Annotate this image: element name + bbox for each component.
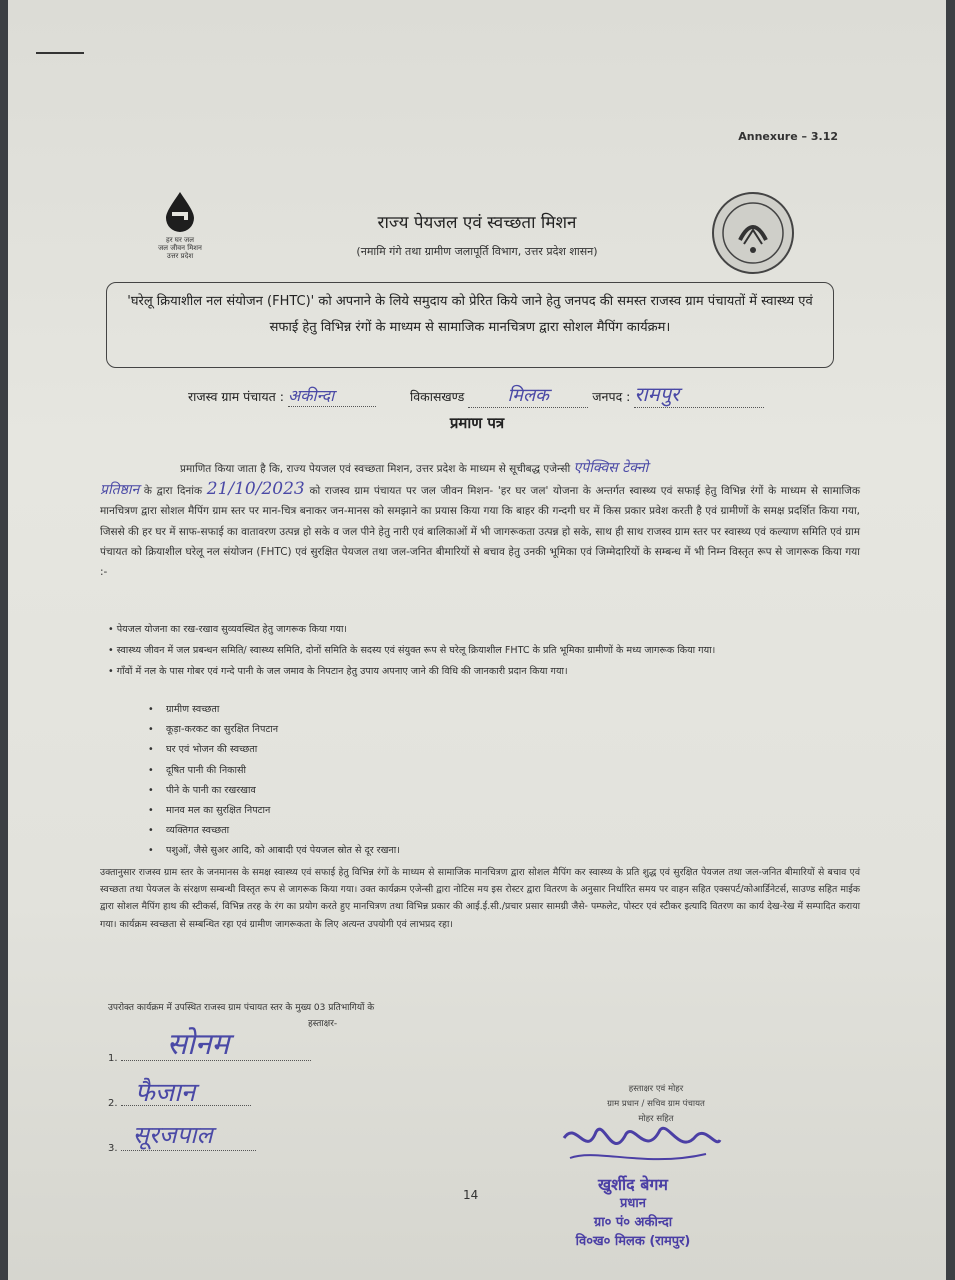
sub-item: • घर एवं भोजन की स्वच्छता (148, 740, 400, 760)
signature-1: सोनम (166, 1027, 230, 1062)
document-page (8, 0, 946, 1280)
caption-line: हस्ताक्षर एवं मोहर (628, 1084, 684, 1094)
gp-label: राजस्व ग्राम पंचायत : (188, 389, 284, 404)
sub-item: • पशुओं, जैसे सुअर आदि, को आबादी एवं पेयजल स्रोत से दूर रखना। (148, 841, 400, 861)
attendees-intro: उपरोक्त कार्यक्रम में उपस्थित राजस्व ग्राम पंचायत स्तर के मुख्य 03 प्रतिभागियों के (108, 1003, 375, 1013)
signature-line-3: 3. सूरजपाल (108, 1130, 256, 1154)
bullet-item: • पेयजल योजना का रख-रखाव सुव्यवस्थित हेतु जागरूक किया गया। (108, 624, 348, 635)
mission-subtitle: (नमामि गंगे तथा ग्रामीण जलापूर्ति विभाग, उत्तर प्रदेश शासन) (356, 245, 598, 258)
sub-item: • व्यक्तिगत स्वच्छता (148, 821, 400, 841)
certificate-title: प्रमाण पत्र (449, 414, 505, 432)
signature-line-2: 2. फैजान (108, 1085, 251, 1109)
sub-list (148, 700, 400, 862)
body-text-2: के द्वारा दिनांक (143, 485, 203, 498)
page-number: 14 (463, 1188, 479, 1202)
bullet-item: • स्वास्थ्य जीवन में जल प्रबन्धन समिति/ स्वास्थ्य समिति, दोनों समिति के सदस्य एवं संयुक्त रूप से घरेलू क्रियाशील FHTC के प्रति भूमिका ग्रामीणों के मध्य जागरूक किया गया। (108, 645, 716, 656)
certificate-body (100, 458, 860, 582)
block-label: विकासखण्ड (409, 389, 465, 404)
caption-line: मोहर सहित (638, 1114, 674, 1124)
body-text-1: प्रमाणित किया जाता है कि, राज्य पेयजल एवं स्वच्छता मिशन, उत्तर प्रदेश के माध्यम से सूचीबद्ध एजेन्सी (180, 463, 571, 475)
district-value: रामपुर (634, 380, 764, 408)
pradhan-signature-scribble (556, 1118, 726, 1182)
block-value: मिलक (468, 383, 588, 408)
agency-name: एपेक्विस टेक्नो (573, 460, 649, 476)
emblem-icon (714, 194, 792, 272)
up-government-emblem (712, 192, 794, 274)
sub-item: • ग्रामीण स्वच्छता (148, 700, 400, 720)
signature-2: फैजान (134, 1078, 196, 1108)
signature-label: हस्ताक्षर- (308, 1019, 338, 1029)
stamp-line: खुर्शीद बेगम (598, 1175, 668, 1194)
sub-item: • मानव मल का सुरक्षित निपटान (148, 801, 400, 821)
logo-line-3: उत्तर प्रदेश (166, 252, 194, 260)
sub-item: • पीने के पानी का रखरखाव (148, 781, 400, 801)
sub-item: • दूषित पानी की निकासी (148, 761, 400, 781)
stamp-line: ग्रा० पं० अकीन्दा (593, 1215, 673, 1230)
annexure-label: Annexure – 3.12 (738, 130, 838, 143)
program-title-box: 'घरेलू क्रियाशील नल संयोजन (FHTC)' को अपनाने के लिये समुदाय को प्रेरित किये जाने हेतु जनपद की समस्त राजस्व ग्राम पंचायतों में स्वास्थ्य एवं सफाई हेतु विभिन्न रंगों के माध्यम से सामाजिक मानचित्रण द्वारा सोशल मैपिंग कार्यक्रम। (106, 282, 834, 368)
caption-line: ग्राम प्रधान / सचिव ग्राम पंचायत (607, 1099, 705, 1109)
logo-line-2: जल जीवन मिशन (158, 244, 202, 252)
pradhan-stamp (543, 1175, 723, 1261)
closing-paragraph: उक्तानुसार राजस्व ग्राम स्तर के जनमानस के समक्ष स्वास्थ्य एवं सफाई हेतु विभिन्न रंगों के माध्यम से सामाजिक मानचित्रण द्वारा सोशल मैपिंग कर स्वास्थ्य के प्रति शुद्ध एवं सुरक्षित पेयजल तथा जल-जनित बीमारियों से बचाव एवं स्वच्छता तथा पेयजल के संरक्षण सम्बन्धी विस्तृत रूप से जागरूक किया गया। उक्त कार्यक्रम एजेन्सी द्वारा नोटिस मय इस रोस्टर द्वारा वितरण के अनुसार निर्धारित समय पर वाहन सहित एक्सपर्ट/कोआर्डिनेटर्स, साउण्ड सहित माईक द्वारा सोशल मैपिंग हाथ की स्टीकर्स, विभिन्न तरह के रंग का प्रयोग करते हुए मानचित्रण तथा विभिन्न प्रकार की आई.ई.सी./प्रचार प्रसार सामग्री जैसे- पम्फलेट, पोस्टर एवं स्टीकर इत्यादि वितरण का कार्य देख-रेख में सम्पादित कराया गया। कार्यक्रम स्वच्छता से सम्बन्धित रहा एवं ग्रामीण जागरूकता के लिए अत्यन्त उपयोगी एवं लाभप्रद रहा। (100, 867, 860, 930)
mission-title: राज्य पेयजल एवं स्वच्छता मिशन (377, 213, 577, 233)
partner-name: प्रतिष्ठान (100, 482, 140, 499)
signature-line-1: 1. सोनम (108, 1038, 311, 1064)
program-date: 21/10/2023 (206, 479, 305, 500)
signature-3: सूरजपाल (132, 1121, 213, 1149)
pen-mark (36, 52, 84, 54)
logo-line-1: हर घर जल (166, 236, 194, 244)
location-fields (188, 380, 764, 408)
gp-value: अकीन्दा (288, 384, 376, 407)
stamp-line: प्रधान (620, 1196, 646, 1211)
district-label: जनपद : (592, 389, 631, 404)
bullet-list (108, 622, 848, 679)
bullet-item: • गाँवों में नल के पास गोबर एवं गन्दे पानी के जल जमाव के निपटान हेतु उपाय अपनाए जाने की विधि की जानकारी प्रदान किया गया। (108, 666, 568, 677)
sub-item: • कूड़ा-करकट का सुरक्षित निपटान (148, 720, 400, 740)
body-text-3: को राजस्व ग्राम पंचायत पर जल जीवन मिशन- 'हर घर जल' योजना के अन्तर्गत स्वास्थ्य एवं सफाई हेतु विभिन्न रंगों के माध्यम से सामाजिक मानचित्रण द्वारा सोशल मैपिंग ग्राम स्तर पर मान-चित्र बनाकर जन-मानस को समझाने का प्रयास किया गया कि बाहर की गन्दगी घर में किस प्रकार प्रवेश करती है एवं ग्रामीणों के समक्ष प्रदर्शित किया गया, जिससे की हर घर में साफ-सफाई का वातावरण उत्पन्न हो सके व जल पीने हेतु नारी एवं बालिकाओं में भी जागरूकता उत्पन्न हो सके, साथ ही साथ राजस्व ग्राम स्तर पर स्वास्थ्य एवं कल्याण समिति एवं ग्राम पंचायत को क्रियाशील घरेलू नल संयोजन (FHTC) एवं सुरक्षित पेयजल तथा जल-जनित बीमारियों से बचाव हेतु उनकी भूमिका एवं जिम्मेदारियों के सम्बन्ध में भी निम्न विस्तृत रूप से जागरूक किया गया :- (100, 485, 861, 579)
stamp-line: वि०ख० मिलक (रामपुर) (575, 1234, 691, 1249)
